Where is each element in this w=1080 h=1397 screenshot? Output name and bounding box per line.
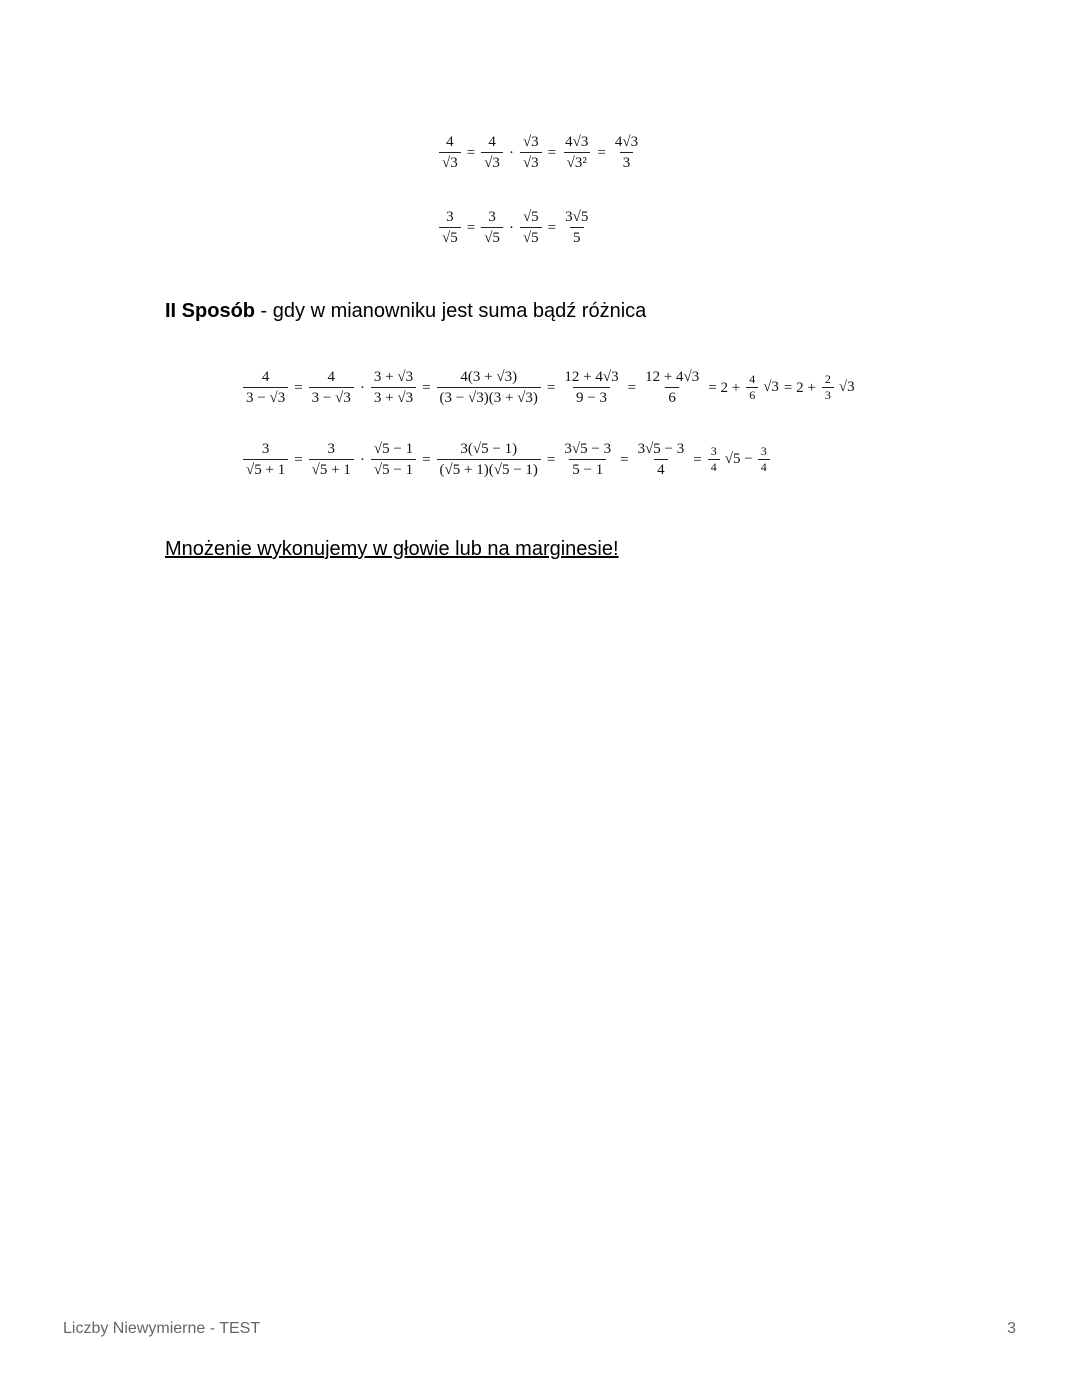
equals-sign: =	[693, 451, 702, 468]
fraction	[243, 440, 288, 479]
denominator: 3	[822, 387, 834, 402]
page-number: 3	[1007, 1320, 1016, 1337]
denominator: 5	[570, 227, 584, 247]
fraction	[439, 133, 461, 172]
denominator: 4	[654, 459, 668, 479]
denominator: 6	[746, 387, 758, 402]
numerator: 3√5 − 3	[564, 441, 612, 457]
equation-conjugate-3-minus-sqrt3	[240, 368, 857, 407]
numerator: 3	[710, 444, 717, 458]
underlined-note: Mnożenie wykonujemy w głowie lub na marginesie!	[165, 538, 619, 560]
denominator: √3	[439, 152, 461, 172]
denominator: √5	[520, 227, 542, 247]
equation-rationalize-sqrt3	[436, 133, 644, 172]
equals-sign: =	[294, 451, 303, 468]
numerator: √3	[522, 134, 539, 150]
equation-conjugate-sqrt5-plus-1	[240, 440, 773, 479]
equals-sign: =	[294, 379, 303, 396]
fraction	[822, 373, 834, 402]
numerator: 2	[824, 372, 831, 386]
numerator: 4√3	[614, 134, 639, 150]
fraction	[481, 133, 503, 172]
fraction	[746, 373, 758, 402]
heading-rest: - gdy w mianowniku jest suma bądź różnica	[255, 300, 647, 322]
equals-sign: =	[466, 219, 476, 236]
fraction	[562, 208, 591, 247]
footer-title: Liczby Niewymierne - TEST	[63, 1320, 261, 1337]
heading-bold: II Sposób	[165, 300, 255, 322]
fraction	[642, 368, 702, 407]
denominator: 3 − √3	[309, 387, 354, 407]
numerator: 3	[261, 441, 270, 457]
sqrt-term: √3	[838, 379, 855, 395]
denominator: 3 − √3	[243, 387, 288, 407]
numerator: 3	[327, 441, 336, 457]
equals-sign: =	[627, 379, 637, 396]
numerator: √5	[522, 209, 539, 225]
fraction	[612, 133, 641, 172]
denominator: √5	[481, 227, 503, 247]
numerator: 3	[446, 209, 454, 225]
denominator: √3	[481, 152, 503, 172]
equals-sign: =	[422, 379, 431, 396]
fraction	[561, 440, 614, 479]
numerator: 3	[760, 444, 767, 458]
multiply-dot: ·	[508, 219, 514, 236]
numerator: 3√5	[565, 209, 589, 225]
fraction	[309, 368, 354, 407]
fraction	[561, 368, 621, 407]
fraction	[243, 368, 288, 407]
fraction	[520, 208, 542, 247]
denominator: (3 − √3)(3 + √3)	[437, 387, 541, 407]
fraction	[520, 133, 542, 172]
denominator: 6	[665, 387, 679, 407]
numerator: 4	[488, 134, 496, 150]
denominator: 3	[620, 152, 634, 172]
numerator: 4	[327, 369, 336, 385]
denominator: √5 + 1	[243, 459, 288, 479]
fraction	[437, 368, 541, 407]
equals-sign: =	[547, 144, 557, 161]
equals-sign: =	[547, 219, 557, 236]
numerator: 12 + 4√3	[645, 369, 700, 385]
fraction	[635, 440, 688, 479]
equals-sign: =	[466, 144, 476, 161]
fraction	[758, 445, 770, 474]
multiply-dot: ·	[359, 451, 365, 468]
sqrt-term: √3	[763, 379, 779, 395]
denominator: 4	[708, 459, 720, 474]
denominator: 4	[758, 459, 770, 474]
fraction	[439, 208, 461, 247]
equals-sign: =	[620, 451, 629, 468]
fraction	[708, 445, 720, 474]
numerator: 4(3 + √3)	[460, 369, 518, 385]
numerator: 4√3	[565, 134, 589, 150]
equation-rationalize-sqrt5	[436, 208, 594, 247]
denominator: √3	[520, 152, 542, 172]
denominator: 9 − 3	[573, 387, 610, 407]
numerator: 12 + 4√3	[564, 369, 619, 385]
sqrt-term: √5 −	[724, 451, 753, 467]
equals-sign: =	[546, 379, 556, 396]
equals-sign: =	[597, 144, 606, 161]
fraction	[309, 440, 354, 479]
denominator: 5 − 1	[569, 459, 606, 479]
equals-sign: =	[546, 451, 556, 468]
fraction	[437, 440, 541, 479]
numerator: 3√5 − 3	[637, 441, 685, 457]
section-heading	[165, 300, 646, 323]
numerator: 3	[488, 209, 496, 225]
denominator: √5	[439, 227, 461, 247]
fraction	[562, 133, 591, 172]
denominator: (√5 + 1)(√5 − 1)	[437, 459, 541, 479]
denominator: √3²	[564, 152, 590, 172]
numerator: 4	[446, 134, 454, 150]
denominator: 3 + √3	[371, 387, 416, 407]
denominator: √5 − 1	[371, 459, 416, 479]
numerator: 3(√5 − 1)	[460, 441, 518, 457]
numerator: 3 + √3	[373, 369, 414, 385]
denominator: √5 + 1	[309, 459, 354, 479]
fraction	[481, 208, 503, 247]
equals-plus: = 2 +	[708, 379, 741, 396]
fraction	[371, 368, 416, 407]
multiply-dot: ·	[508, 144, 514, 161]
fraction	[371, 440, 416, 479]
numerator: 4	[261, 369, 270, 385]
numerator: √5 − 1	[373, 441, 414, 457]
equals-sign: =	[422, 451, 431, 468]
multiply-dot: ·	[359, 379, 365, 396]
numerator: 4	[749, 372, 756, 386]
equals-plus: = 2 +	[783, 379, 816, 396]
